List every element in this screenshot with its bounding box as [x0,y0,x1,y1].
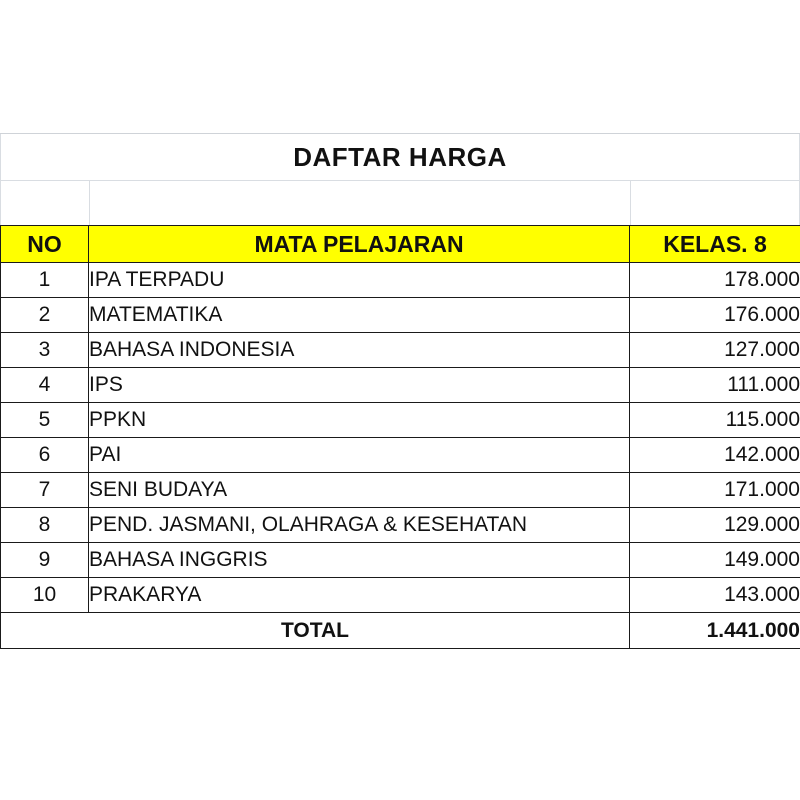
row-number: 8 [1,508,89,543]
subject-price: 142.000 [630,438,800,473]
subject-price: 127.000 [630,333,800,368]
row-number: 10 [1,578,89,613]
price-rows [1,263,800,613]
table-row [1,578,800,613]
row-number: 4 [1,368,89,403]
blank-spacer-row [0,180,800,225]
row-number: 9 [1,543,89,578]
subject-price: 176.000 [630,298,800,333]
subject-price: 143.000 [630,578,800,613]
subject-name: IPA TERPADU [89,263,630,298]
sheet-title: DAFTAR HARGA [0,134,800,180]
total-label: TOTAL [1,613,630,649]
subject-name: BAHASA INDONESIA [89,333,630,368]
price-table [0,225,800,649]
total-value: 1.441.000 [630,613,800,649]
subject-name: SENI BUDAYA [89,473,630,508]
total-row [1,613,800,649]
header-row [1,226,800,263]
blank-cell [90,181,631,225]
table-row [1,438,800,473]
price-list-sheet [0,133,800,649]
subject-price: 115.000 [630,403,800,438]
blank-cell [0,181,90,225]
table-row [1,368,800,403]
table-row [1,333,800,368]
row-number: 5 [1,403,89,438]
table-row [1,263,800,298]
table-row [1,403,800,438]
table-row [1,473,800,508]
subject-name: BAHASA INGGRIS [89,543,630,578]
subject-price: 171.000 [630,473,800,508]
header-class: KELAS. 8 [630,226,800,263]
subject-name: PPKN [89,403,630,438]
table-row [1,298,800,333]
subject-name: MATEMATIKA [89,298,630,333]
row-number: 7 [1,473,89,508]
row-number: 2 [1,298,89,333]
header-no: NO [1,226,89,263]
blank-cell [631,181,800,225]
subject-price: 111.000 [630,368,800,403]
subject-price: 129.000 [630,508,800,543]
table-row [1,508,800,543]
header-subject: MATA PELAJARAN [89,226,630,263]
row-number: 3 [1,333,89,368]
subject-name: PRAKARYA [89,578,630,613]
row-number: 6 [1,438,89,473]
subject-name: PAI [89,438,630,473]
subject-price: 149.000 [630,543,800,578]
subject-name: PEND. JASMANI, OLAHRAGA & KESEHATAN [89,508,630,543]
subject-price: 178.000 [630,263,800,298]
row-number: 1 [1,263,89,298]
table-row [1,543,800,578]
subject-name: IPS [89,368,630,403]
